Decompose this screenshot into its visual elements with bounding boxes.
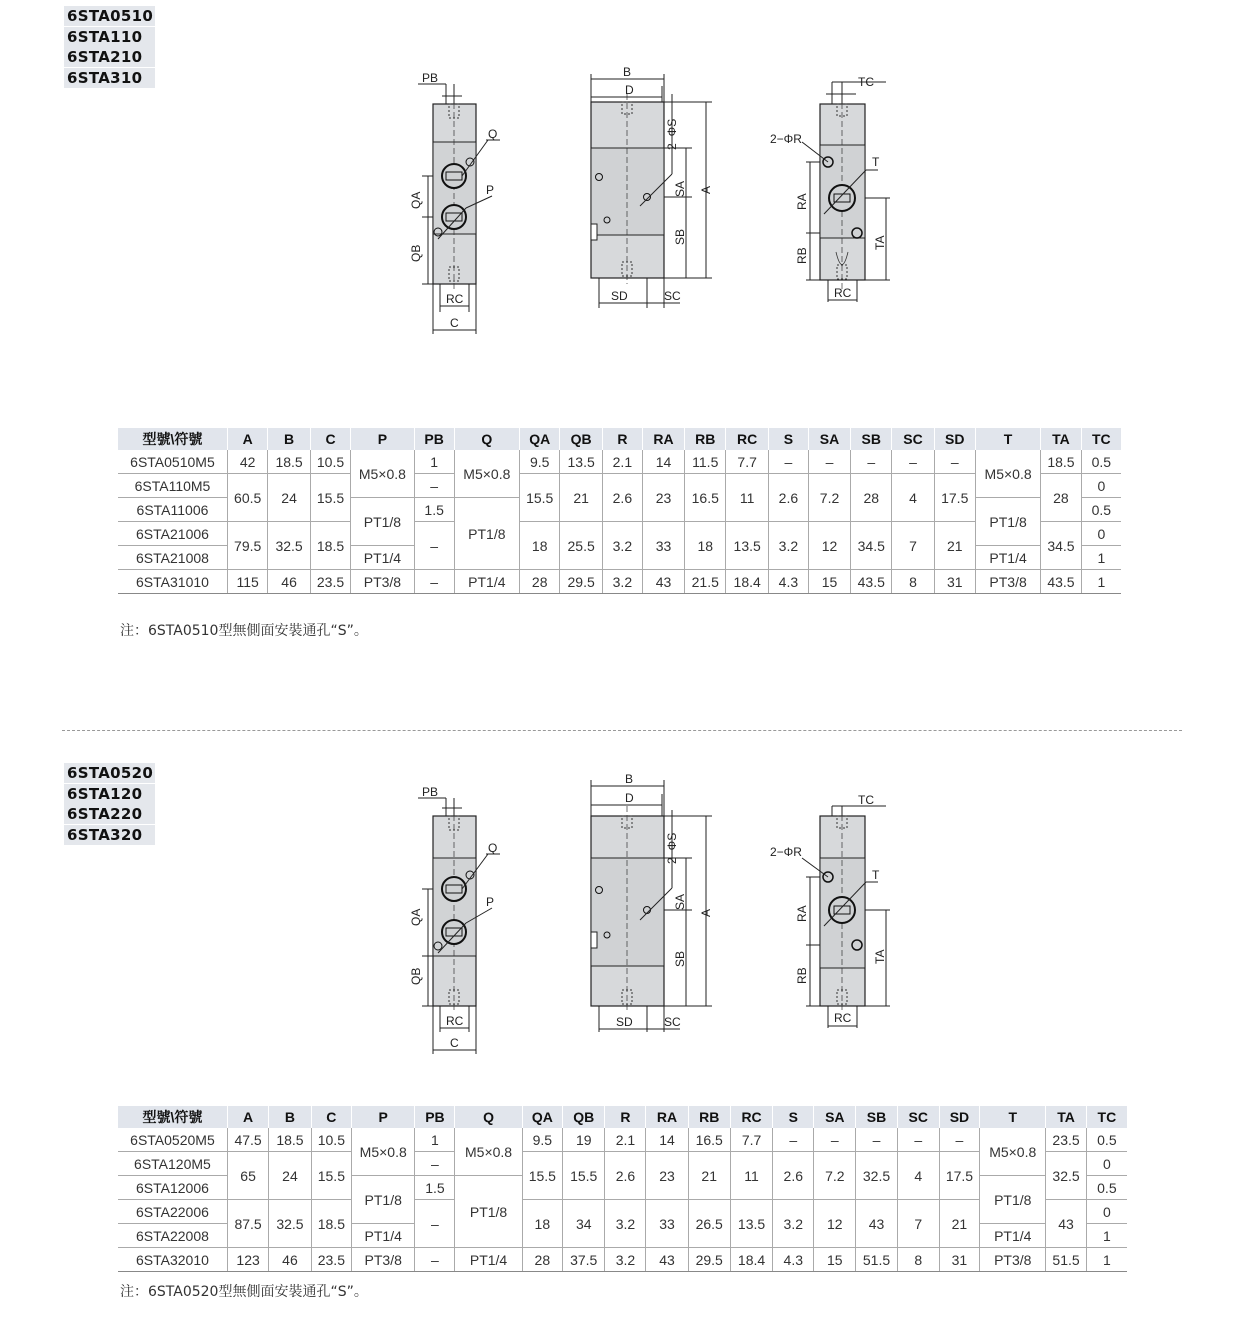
dim-label-rb: RB: [795, 247, 809, 264]
dim-label-sa: SA: [673, 893, 687, 910]
model-label: 6STA0520: [64, 763, 155, 783]
cell-rb: 16.5: [688, 1128, 730, 1152]
cell-sb: 43.5: [851, 570, 892, 594]
cell-ta: 28: [1041, 474, 1081, 522]
cell-p: PT1/8: [352, 1176, 415, 1224]
dim-label-a: A: [699, 185, 713, 194]
cell-b: 32.5: [268, 522, 310, 570]
cell-sa: 15: [814, 1248, 856, 1272]
header-s: S: [773, 1106, 814, 1128]
header-ra: RA: [642, 428, 684, 450]
cell-b: 18.5: [268, 450, 310, 474]
header-t: T: [975, 428, 1040, 450]
cell-b: 32.5: [269, 1200, 311, 1248]
cell-model: 6STA12006: [118, 1176, 227, 1200]
cell-q: PT1/8: [455, 1176, 522, 1248]
cell-sd: 31: [934, 570, 975, 594]
model-label: 6STA210: [64, 47, 155, 67]
footnote: 注：6STA0510型無側面安裝通孔“S”。: [120, 623, 368, 639]
cell-sb: 43: [856, 1200, 897, 1248]
cell-sd: 17.5: [934, 474, 975, 522]
cell-ta: 18.5: [1041, 450, 1081, 474]
cell-sd: 21: [939, 1200, 979, 1248]
cell-a: 47.5: [227, 1128, 268, 1152]
header-b: B: [268, 428, 310, 450]
table-row: [118, 474, 1121, 498]
cell-ta: 34.5: [1041, 522, 1081, 570]
cell-rb: 29.5: [688, 1248, 730, 1272]
header-tc: TC: [1086, 1106, 1127, 1128]
header-c: C: [310, 428, 350, 450]
cell-s: –: [773, 1128, 814, 1152]
dim-label-rc: RC: [834, 1011, 852, 1025]
header-q: Q: [454, 428, 519, 450]
back-view-drawing: [766, 792, 896, 1032]
dim-label-2r: 2−ΦR: [770, 845, 802, 859]
cell-t: M5×0.8: [980, 1128, 1046, 1176]
dim-label-sd: SD: [616, 1015, 633, 1029]
cell-qa: 28: [522, 1248, 562, 1272]
header-pb: PB: [414, 428, 454, 450]
header-sd: SD: [934, 428, 975, 450]
cell-c: 10.5: [311, 1128, 351, 1152]
model-label: 6STA120: [64, 784, 155, 804]
cell-tc: 0: [1086, 1200, 1127, 1224]
dim-label-ra: RA: [795, 193, 809, 210]
header-sc: SC: [892, 428, 934, 450]
cell-rc: 18.4: [730, 1248, 772, 1272]
cell-sa: 12: [814, 1200, 856, 1248]
header-sd: SD: [939, 1106, 979, 1128]
table-header-row: [118, 1106, 1127, 1128]
cell-ra: 14: [646, 1128, 688, 1152]
cell-sa: –: [814, 1128, 856, 1152]
cell-s: –: [768, 450, 808, 474]
cell-sc: 8: [892, 570, 934, 594]
table-row: [118, 522, 1121, 546]
dim-label-qa: QA: [409, 191, 423, 209]
header-sa: SA: [808, 428, 850, 450]
header-r: R: [605, 1106, 646, 1128]
table-header-row: [118, 428, 1121, 450]
cell-model: 6STA22006: [118, 1200, 227, 1224]
cell-q: PT1/8: [454, 498, 519, 570]
dim-label-t: T: [872, 868, 880, 882]
cell-qa: 15.5: [522, 1152, 562, 1200]
dim-label-tc: TC: [858, 75, 874, 89]
cell-rb: 18: [685, 522, 726, 570]
cell-sc: 8: [897, 1248, 939, 1272]
cell-tc: 1: [1086, 1224, 1127, 1248]
cell-r: 2.6: [605, 1152, 646, 1200]
dim-label-pb: PB: [422, 785, 439, 799]
cell-rc: 7.7: [726, 450, 768, 474]
cell-tc: 1: [1086, 1248, 1127, 1272]
header-qa: QA: [522, 1106, 562, 1128]
cell-s: 3.2: [768, 522, 808, 570]
cell-ta: 43: [1046, 1200, 1086, 1248]
cell-a: 79.5: [227, 522, 267, 570]
header-rb: RB: [688, 1106, 730, 1128]
cell-rc: 7.7: [730, 1128, 772, 1152]
cell-sa: 12: [808, 522, 850, 570]
dim-label-2r: 2−ΦR: [770, 132, 802, 146]
cell-sb: 51.5: [856, 1248, 897, 1272]
cell-q: M5×0.8: [455, 1128, 522, 1176]
dim-label-rc: RC: [834, 286, 852, 300]
dim-label-sd: SD: [611, 289, 628, 303]
cell-b: 46: [269, 1248, 311, 1272]
dim-label-ra: RA: [795, 905, 809, 922]
header-qa: QA: [519, 428, 559, 450]
dim-label-q: Q: [488, 841, 498, 855]
cell-r: 2.1: [602, 450, 642, 474]
dim-label-qb: QB: [409, 244, 423, 262]
cell-ra: 33: [646, 1200, 688, 1248]
cell-p: PT1/4: [352, 1224, 415, 1248]
model-label: 6STA310: [64, 68, 155, 88]
cell-a: 42: [227, 450, 267, 474]
cell-a: 60.5: [227, 474, 267, 522]
header-b: B: [269, 1106, 311, 1128]
cell-r: 2.6: [602, 474, 642, 522]
cell-p: M5×0.8: [352, 1128, 415, 1176]
header-qb: QB: [560, 428, 602, 450]
header-c: C: [311, 1106, 351, 1128]
cell-qa: 9.5: [522, 1128, 562, 1152]
cell-qb: 21: [560, 474, 602, 522]
cell-sc: 7: [892, 522, 934, 570]
header-tc: TC: [1081, 428, 1121, 450]
dim-label-a: A: [699, 908, 713, 917]
cell-c: 18.5: [310, 522, 350, 570]
cell-tc: 0.5: [1086, 1176, 1127, 1200]
dim-label-sc: SC: [664, 1015, 681, 1029]
cell-sb: 28: [851, 474, 892, 522]
cell-model: 6STA0520M5: [118, 1128, 227, 1152]
cell-r: 3.2: [602, 522, 642, 570]
cell-rc: 13.5: [726, 522, 768, 570]
dim-label-sb: SB: [673, 950, 687, 967]
section-divider: [62, 730, 1182, 731]
cell-s: 4.3: [773, 1248, 814, 1272]
cell-model: 6STA120M5: [118, 1152, 227, 1176]
cell-c: 15.5: [310, 474, 350, 522]
cell-sa: 7.2: [808, 474, 850, 522]
cell-tc: 0: [1081, 474, 1121, 498]
cell-p: PT3/8: [351, 570, 414, 594]
cell-p: M5×0.8: [351, 450, 414, 498]
dim-label-sc: SC: [664, 289, 681, 303]
model-label: 6STA110: [64, 27, 155, 47]
cell-p: PT1/8: [351, 498, 414, 546]
table-row: [118, 1200, 1127, 1224]
header-a: A: [227, 1106, 268, 1128]
cell-rb: 26.5: [688, 1200, 730, 1248]
dim-label-d: D: [625, 791, 634, 805]
cell-model: 6STA32010: [118, 1248, 227, 1272]
model-label: 6STA220: [64, 804, 155, 824]
header-s: S: [768, 428, 808, 450]
cell-rb: 21.5: [685, 570, 726, 594]
dim-label-rc: RC: [446, 1014, 464, 1028]
cell-sc: –: [892, 450, 934, 474]
cell-pb: –: [415, 1200, 455, 1248]
cell-pb: 1.5: [415, 1176, 455, 1200]
cell-model: 6STA11006: [118, 498, 227, 522]
header-model: 型號\符號: [118, 1106, 227, 1128]
dim-label-rc: RC: [446, 292, 464, 306]
cell-pb: –: [414, 570, 454, 594]
cell-rb: 21: [688, 1152, 730, 1200]
dim-label-sb: SB: [673, 228, 687, 245]
header-ta: TA: [1046, 1106, 1086, 1128]
dim-label-ta: TA: [873, 235, 887, 250]
dim-label-c: C: [450, 1036, 459, 1050]
cell-b: 18.5: [269, 1128, 311, 1152]
cell-model: 6STA22008: [118, 1224, 227, 1248]
cell-qa: 9.5: [519, 450, 559, 474]
dim-label-qa: QA: [409, 908, 423, 926]
model-label: 6STA320: [64, 825, 155, 845]
header-sb: SB: [856, 1106, 897, 1128]
cell-qb: 13.5: [560, 450, 602, 474]
header-p: P: [352, 1106, 415, 1128]
cell-c: 23.5: [310, 570, 350, 594]
header-model: 型號\符號: [118, 428, 227, 450]
side-view-drawing: [580, 64, 720, 314]
model-label: 6STA0510: [64, 6, 155, 26]
cell-t: PT1/4: [975, 546, 1040, 570]
cell-r: 2.1: [605, 1128, 646, 1152]
cell-rb: 11.5: [685, 450, 726, 474]
header-rc: RC: [726, 428, 768, 450]
cell-qa: 18: [519, 522, 559, 570]
header-r: R: [602, 428, 642, 450]
cell-b: 24: [268, 474, 310, 522]
footnote: 注：6STA0520型無側面安裝通孔“S”。: [120, 1284, 368, 1300]
cell-t: PT1/4: [980, 1224, 1046, 1248]
dim-label-rb: RB: [795, 967, 809, 984]
dim-label-tc: TC: [858, 793, 874, 807]
model-list: [64, 763, 155, 845]
dim-label-b: B: [625, 772, 634, 786]
cell-model: 6STA31010: [118, 570, 227, 594]
header-ra: RA: [646, 1106, 688, 1128]
dim-label-c: C: [450, 316, 459, 330]
cell-t: PT3/8: [975, 570, 1040, 594]
cell-ra: 14: [642, 450, 684, 474]
cell-sd: –: [934, 450, 975, 474]
cell-pb: –: [414, 522, 454, 570]
cell-c: 10.5: [310, 450, 350, 474]
cell-tc: 0.5: [1086, 1128, 1127, 1152]
dim-label-q: Q: [488, 127, 498, 141]
dim-label-p: P: [486, 895, 495, 909]
cell-sc: 7: [897, 1200, 939, 1248]
cell-qb: 19: [563, 1128, 605, 1152]
table-row: [118, 1248, 1127, 1272]
header-sa: SA: [814, 1106, 856, 1128]
header-q: Q: [455, 1106, 522, 1128]
cell-tc: 0.5: [1081, 450, 1121, 474]
cell-qb: 15.5: [563, 1152, 605, 1200]
front-view-drawing: [400, 71, 510, 336]
cell-p: PT1/4: [351, 546, 414, 570]
cell-a: 65: [227, 1152, 268, 1200]
dim-label-2s: 2−ΦS: [665, 118, 679, 150]
cell-rc: 13.5: [730, 1200, 772, 1248]
cell-qb: 37.5: [563, 1248, 605, 1272]
cell-pb: –: [415, 1248, 455, 1272]
cell-ra: 23: [642, 474, 684, 522]
cell-r: 3.2: [605, 1200, 646, 1248]
cell-b: 24: [269, 1152, 311, 1200]
cell-sb: 32.5: [856, 1152, 897, 1200]
table-row: [118, 570, 1121, 594]
cell-pb: 1.5: [414, 498, 454, 522]
table-row: [118, 450, 1121, 474]
cell-sc: 4: [892, 474, 934, 522]
cell-pb: 1: [414, 450, 454, 474]
cell-s: 2.6: [768, 474, 808, 522]
cell-qa: 18: [522, 1200, 562, 1248]
cell-q: PT1/4: [455, 1248, 522, 1272]
cell-c: 23.5: [311, 1248, 351, 1272]
header-pb: PB: [415, 1106, 455, 1128]
cell-ta: 23.5: [1046, 1128, 1086, 1152]
cell-pb: –: [414, 474, 454, 498]
cell-model: 6STA21008: [118, 546, 227, 570]
cell-a: 115: [227, 570, 267, 594]
cell-q: PT1/4: [454, 570, 519, 594]
header-p: P: [351, 428, 414, 450]
cell-c: 18.5: [311, 1200, 351, 1248]
cell-qb: 29.5: [560, 570, 602, 594]
dim-label-pb: PB: [422, 71, 439, 85]
cell-sd: 21: [934, 522, 975, 570]
dim-label-t: T: [872, 155, 880, 169]
cell-q: M5×0.8: [454, 450, 519, 498]
front-view-drawing: [400, 785, 510, 1058]
cell-sc: 4: [897, 1152, 939, 1200]
spec-table-2: [118, 1106, 1127, 1272]
cell-s: 4.3: [768, 570, 808, 594]
cell-qa: 15.5: [519, 474, 559, 522]
cell-t: PT1/8: [975, 498, 1040, 546]
cell-sb: 34.5: [851, 522, 892, 570]
cell-sc: –: [897, 1128, 939, 1152]
cell-t: PT1/8: [980, 1176, 1046, 1224]
cell-a: 87.5: [227, 1200, 268, 1248]
cell-model: 6STA21006: [118, 522, 227, 546]
cell-qb: 34: [563, 1200, 605, 1248]
dim-label-2s: 2−ΦS: [665, 832, 679, 864]
cell-tc: 1: [1081, 570, 1121, 594]
cell-ra: 33: [642, 522, 684, 570]
spec-table-1: [118, 428, 1121, 594]
cell-sb: –: [851, 450, 892, 474]
cell-sa: 7.2: [814, 1152, 856, 1200]
cell-sa: 15: [808, 570, 850, 594]
cell-sd: 17.5: [939, 1152, 979, 1200]
cell-ra: 43: [646, 1248, 688, 1272]
header-sb: SB: [851, 428, 892, 450]
cell-ta: 43.5: [1041, 570, 1081, 594]
cell-s: 3.2: [773, 1200, 814, 1248]
cell-sd: 31: [939, 1248, 979, 1272]
header-ta: TA: [1041, 428, 1081, 450]
cell-tc: 0: [1086, 1152, 1127, 1176]
header-rc: RC: [730, 1106, 772, 1128]
cell-pb: –: [415, 1152, 455, 1176]
cell-t: M5×0.8: [975, 450, 1040, 498]
cell-rc: 18.4: [726, 570, 768, 594]
model-list: [64, 6, 155, 88]
header-a: A: [227, 428, 267, 450]
cell-p: PT3/8: [352, 1248, 415, 1272]
header-qb: QB: [563, 1106, 605, 1128]
cell-ta: 51.5: [1046, 1248, 1086, 1272]
cell-rb: 16.5: [685, 474, 726, 522]
cell-model: 6STA110M5: [118, 474, 227, 498]
cell-rc: 11: [726, 474, 768, 522]
cell-a: 123: [227, 1248, 268, 1272]
cell-s: 2.6: [773, 1152, 814, 1200]
dim-label-p: P: [486, 183, 495, 197]
cell-sb: –: [856, 1128, 897, 1152]
dim-label-b: B: [623, 65, 632, 79]
cell-ra: 43: [642, 570, 684, 594]
cell-tc: 0: [1081, 522, 1121, 546]
cell-tc: 1: [1081, 546, 1121, 570]
cell-rc: 11: [730, 1152, 772, 1200]
cell-ta: 32.5: [1046, 1152, 1086, 1200]
back-view-drawing: [766, 72, 896, 307]
cell-sa: –: [808, 450, 850, 474]
table-row: [118, 1128, 1127, 1152]
cell-c: 15.5: [311, 1152, 351, 1200]
dim-label-sa: SA: [673, 180, 687, 197]
cell-qb: 25.5: [560, 522, 602, 570]
cell-qa: 28: [519, 570, 559, 594]
cell-t: PT3/8: [980, 1248, 1046, 1272]
dim-label-qb: QB: [409, 967, 423, 985]
cell-ra: 23: [646, 1152, 688, 1200]
cell-sd: –: [939, 1128, 979, 1152]
side-view-drawing: [580, 770, 720, 1032]
header-sc: SC: [897, 1106, 939, 1128]
cell-tc: 0.5: [1081, 498, 1121, 522]
dim-label-ta: TA: [873, 949, 887, 964]
cell-b: 46: [268, 570, 310, 594]
cell-model: 6STA0510M5: [118, 450, 227, 474]
cell-r: 3.2: [605, 1248, 646, 1272]
header-rb: RB: [685, 428, 726, 450]
dim-label-d: D: [625, 83, 634, 97]
header-t: T: [980, 1106, 1046, 1128]
cell-r: 3.2: [602, 570, 642, 594]
cell-pb: 1: [415, 1128, 455, 1152]
table-row: [118, 1152, 1127, 1176]
